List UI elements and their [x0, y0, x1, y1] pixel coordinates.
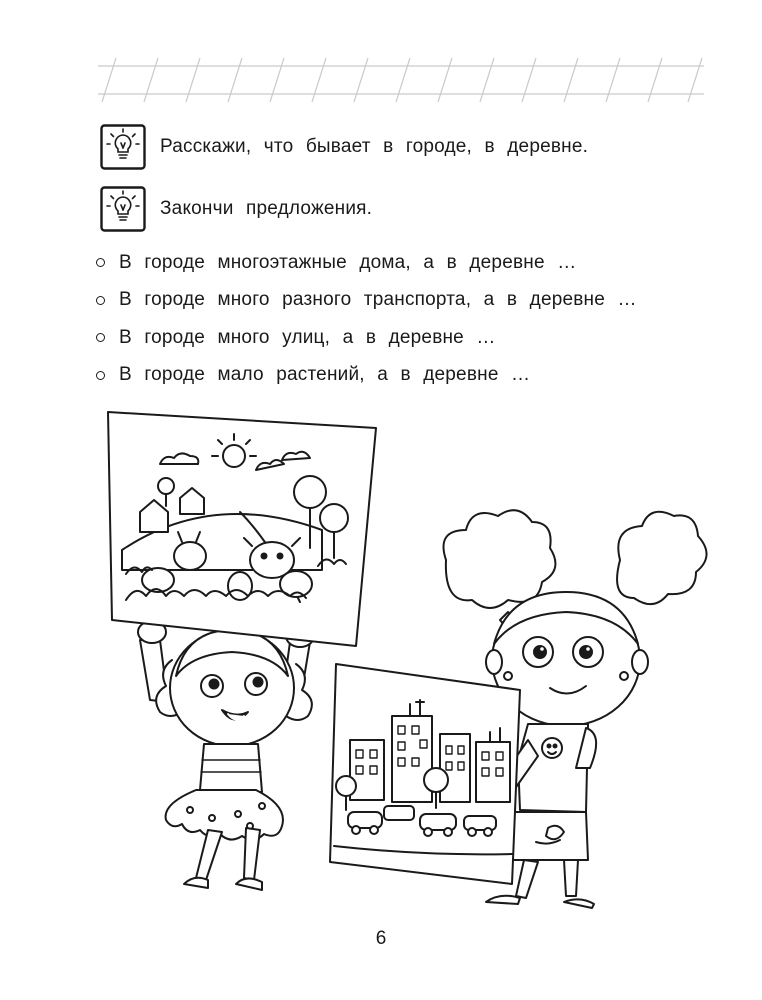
- handwriting-lines: [98, 58, 704, 102]
- lightbulb-icon: [100, 186, 146, 232]
- bullet-icon: [96, 333, 105, 342]
- sentence-text: В городе много разного транспорта, а в деревне …: [119, 289, 637, 311]
- bullet-icon: [96, 296, 105, 305]
- list-item: [96, 319, 637, 357]
- girl-left: [138, 621, 314, 890]
- task-instruction-1: [100, 124, 588, 170]
- task-text: Закончи предложения.: [160, 198, 373, 219]
- bullet-icon: [96, 371, 105, 380]
- city-picture: [330, 664, 520, 884]
- list-item: [96, 282, 637, 320]
- coloring-illustration: [0, 380, 762, 920]
- lightbulb-icon: [100, 124, 146, 170]
- sentence-text: В городе много улиц, а в деревне …: [119, 326, 496, 348]
- list-item: [96, 244, 637, 282]
- task-text: Расскажи, что бывает в городе, в деревне.: [160, 136, 589, 157]
- sentence-text: В городе многоэтажные дома, а в деревне …: [119, 251, 577, 273]
- bullet-icon: [96, 258, 105, 267]
- sentence-list: [96, 244, 637, 394]
- village-picture: [108, 412, 376, 646]
- page-number: 6: [375, 928, 387, 949]
- task-instruction-2: [100, 186, 372, 232]
- sentence-text: В городе мало растений, а в деревне …: [119, 364, 531, 386]
